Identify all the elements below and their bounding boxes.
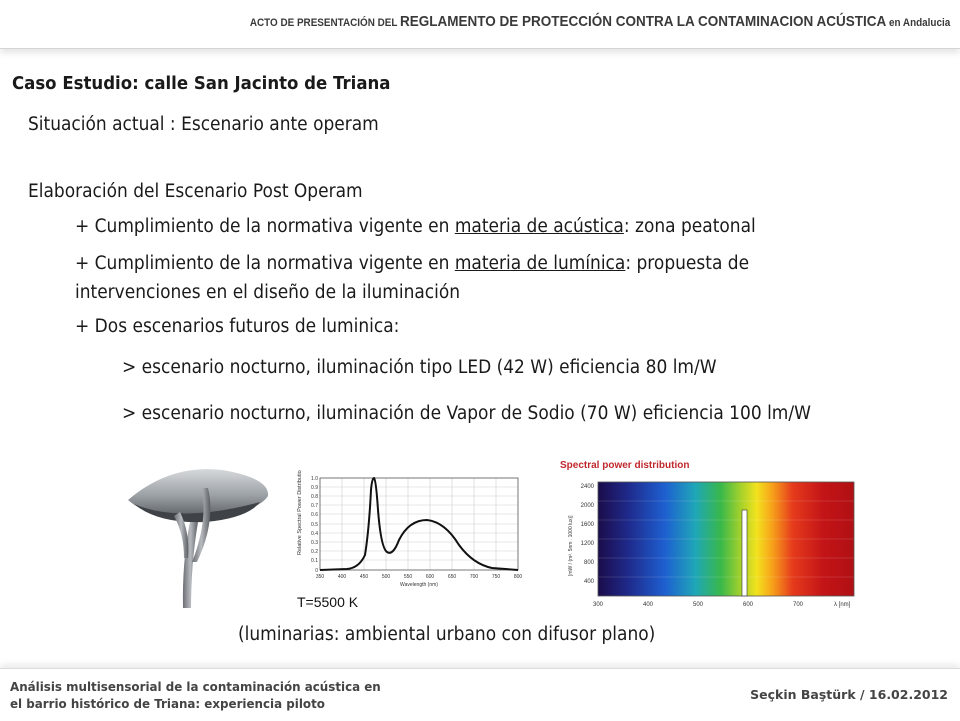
- sodium-xtick: 500: [692, 602, 704, 608]
- sodium-ytick: 800: [583, 560, 594, 566]
- post-operam-line: Elaboración del Escenario Post Operam: [28, 181, 363, 202]
- sodium-xtick: 700: [792, 602, 804, 608]
- sodium-ylabel: [mW / (m². 5nm . 1000 lux)]: [568, 515, 574, 576]
- led-ytick: 0.4: [311, 531, 318, 537]
- sodium-ytick: 1200: [580, 541, 594, 547]
- bullet-acoustic: [75, 216, 756, 237]
- bullet-scenarios: + Dos escenarios futuros de luminica:: [75, 316, 400, 337]
- led-ytick: 0.1: [311, 558, 318, 564]
- slide-title: Caso Estudio: calle San Jacinto de Triana: [12, 73, 391, 94]
- led-spectrum-image: [287, 470, 527, 613]
- led-xtick: 700: [469, 574, 479, 580]
- scenario-led: > escenario nocturno, iluminación tipo LED (42 W) eficiencia 80 lm/W: [122, 357, 717, 378]
- led-ytick: 0.9: [311, 485, 318, 491]
- led-xtick: 600: [425, 574, 435, 580]
- led-ytick: 0.6: [311, 512, 318, 518]
- led-xtick: 450: [359, 574, 369, 580]
- scenario-sodium: > escenario nocturno, iluminación de Vapor de Sodio (70 W) eficiencia 100 lm/W: [122, 403, 811, 424]
- bullet-acoustic-post: : zona peatonal: [623, 216, 756, 237]
- bullet-acoustic-pre: + Cumplimiento de la normativa vigente en: [75, 216, 455, 237]
- color-temperature-label: T=5500 K: [297, 594, 359, 610]
- sodium-spectrum-image: [556, 456, 870, 616]
- header-text: [250, 13, 950, 31]
- led-ytick: 0.2: [311, 549, 318, 555]
- led-ylabel: Relative Spectral Power Distribution: [297, 470, 303, 555]
- bullet-luminic: [75, 253, 749, 274]
- sodium-xtick: 300: [592, 602, 604, 608]
- slide-footer: [0, 668, 960, 721]
- slide-header: [0, 0, 960, 49]
- sodium-xunit: λ [nm]: [834, 602, 851, 608]
- sodium-ytick: 400: [583, 579, 594, 585]
- luminaire-image: [120, 462, 280, 612]
- led-xtick: 350: [315, 574, 325, 580]
- acoustic-link[interactable]: materia de acústica: [454, 216, 624, 237]
- luminaire-drawing: [120, 462, 280, 612]
- led-ytick: 0.5: [311, 522, 318, 528]
- led-ytick: 0.3: [311, 540, 318, 546]
- sodium-ytick: 2400: [580, 484, 594, 490]
- led-xtick: 500: [381, 574, 391, 580]
- sodium-chart-title: Spectral power distribution: [560, 460, 690, 471]
- header-part-2: REGLAMENTO DE PROTECCIÓN CONTRA LA CONTAMINACION ACÚSTICA: [399, 13, 887, 30]
- header-part-1: ACTO DE PRESENTACIÓN DEL: [249, 17, 400, 29]
- footer-author-date: Seçkin Baştürk / 16.02.2012: [750, 687, 948, 702]
- sodium-spectrum-chart: [556, 456, 870, 616]
- luminaire-caption: (luminarias: ambiental urbano con difusor plano): [238, 624, 656, 645]
- situation-line: Situación actual : Escenario ante operam: [28, 114, 379, 135]
- footer-line-2: el barrio histórico de Triana: experiencia piloto: [10, 696, 325, 711]
- luminic-link[interactable]: materia de lumínica: [454, 253, 626, 274]
- led-xlabel: Wavelength (nm): [400, 582, 438, 588]
- footer-line-1: Análisis multisensorial de la contaminación acústica en: [10, 679, 381, 694]
- bullet-luminic-continuation: intervenciones en el diseño de la iluminación: [75, 282, 461, 303]
- sodium-xtick: 400: [642, 602, 654, 608]
- led-xtick: 550: [403, 574, 413, 580]
- led-ytick: 0.8: [311, 494, 318, 500]
- led-xtick: 650: [447, 574, 457, 580]
- sodium-ytick: 1600: [580, 522, 594, 528]
- led-ytick: 0.7: [311, 503, 318, 509]
- led-spectrum-chart: [287, 470, 527, 613]
- led-ytick: 1.0: [311, 476, 318, 482]
- led-xtick: 400: [337, 574, 347, 580]
- bullet-luminic-post: : propuesta de: [625, 253, 750, 274]
- led-ytick: 0: [315, 568, 318, 574]
- bullet-luminic-pre: + Cumplimiento de la normativa vigente en: [75, 253, 455, 274]
- sodium-ytick: 2000: [580, 503, 594, 509]
- header-part-3: en Andalucia: [886, 17, 950, 29]
- footer-project-title: [10, 678, 381, 712]
- sodium-xtick: 600: [742, 602, 754, 608]
- led-xtick: 750: [491, 574, 501, 580]
- led-xtick: 800: [513, 574, 523, 580]
